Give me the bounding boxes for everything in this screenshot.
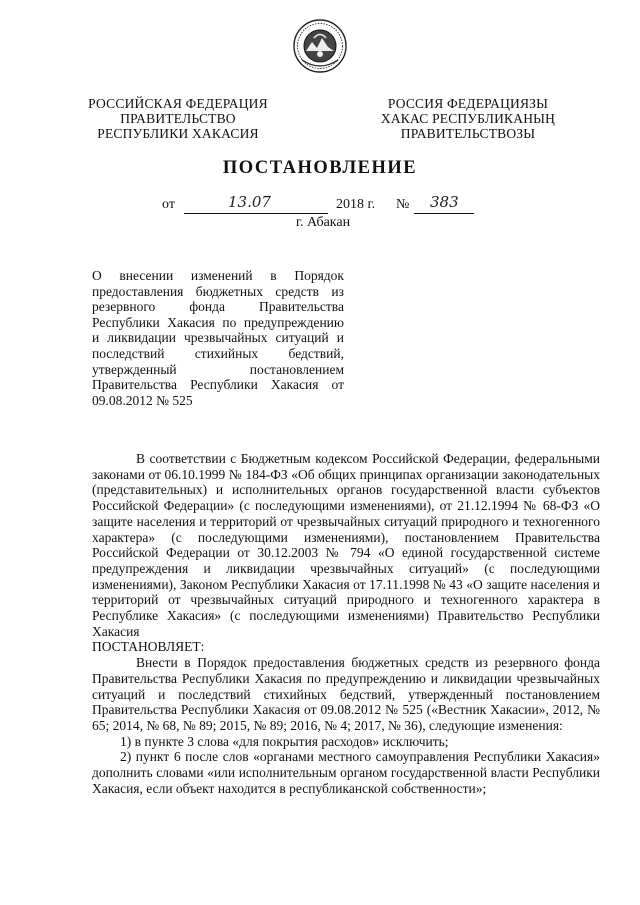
preamble-paragraph: В соответствии с Бюджетным кодексом Российской Федерации, федеральными законами от 06.10.1999 № 184-ФЗ «Об общих принципах организации законодательных (представительных) и исполнительных органов государственной власти субъектов Российской Федерации» (с последующими изменениями), от 21.12.1994 № 68-ФЗ «О защите населения и территорий от чрезвычайных ситуаций природного и техногенного характера» (с последующими изменениями), постановлением Правительства Российской Федерации от 30.12.2003 № 794 «О единой государственной системе предупреждения и ликвидации чрезвычайных ситуаций» (с последующими изменениями), Законом Республики Хакасия от 17.11.1998 № 43 «О защите населения и территорий от чрезвычайных ситуаций природного и техногенного характера в Республике Хакасия» (с последующими изменениями) Правительство Республики Хакасия xyxy=(92,451,600,639)
date-prefix: от xyxy=(162,197,175,212)
header-left-line: РОССИЙСКАЯ ФЕДЕРАЦИЯ xyxy=(88,96,268,111)
clause-paragraph: Внести в Порядок предоставления бюджетных средств из резервного фонда Правительства Республики Хакасия по предупреждению и ликвидации чрезвычайных ситуаций и последствий стихийных бедствий, утвержденный постановлением Правительства Республики Хакасия от 09.08.2012 № 525 («Вестник Хакасии», 2012, № 65; 2014, № 68, № 89; 2015, № 89; 2016, № 4; 2017, № 36), следующие изменения: xyxy=(92,655,600,733)
subject-line: предоставления бюджетных средств из xyxy=(92,283,344,299)
city: г. Абакан xyxy=(295,215,351,230)
coat-of-arms-emblem xyxy=(292,18,348,74)
subject-block xyxy=(92,268,344,408)
header-left-line: РЕСПУБЛИКИ ХАКАСИЯ xyxy=(97,126,259,141)
subject-line: 09.08.2012 № 525 xyxy=(92,392,193,408)
subject-line: О внесении изменений в Порядок xyxy=(92,268,344,283)
item-1: 1) в пункте 3 слова «для покрытия расходов» исключить; xyxy=(120,733,449,749)
subject-line: Правительства Республики Хакасия от xyxy=(92,377,344,393)
decree-word: ПОСТАНОВЛЯЕТ: xyxy=(92,639,205,655)
year-text: 2018 г. xyxy=(336,197,376,212)
header-left xyxy=(74,96,282,141)
header-right-line: РОССИЯ ФЕДЕРАЦИЯЗЫ xyxy=(387,96,549,111)
document-title: ПОСТАНОВЛЕНИЕ xyxy=(222,158,418,178)
document-body xyxy=(92,451,600,796)
header-right xyxy=(368,96,568,141)
subject-line: и ликвидации чрезвычайных ситуаций и xyxy=(92,330,344,346)
header-left-line: ПРАВИТЕЛЬСТВО xyxy=(120,111,236,126)
header-right-line: ХАКАС РЕСПУБЛИКАНЫҢ xyxy=(380,111,556,126)
number-sign: № xyxy=(396,197,410,212)
subject-line: утвержденный постановлением xyxy=(92,361,344,377)
subject-line: Республики Хакасия по предупреждению xyxy=(92,314,344,330)
number-handwritten: 383 xyxy=(430,193,459,211)
header-right-line: ПРАВИТЕЛЬСТВОЗЫ xyxy=(400,126,536,141)
date-handwritten: 13.07 xyxy=(228,193,271,211)
subject-line: резервного фонда Правительства xyxy=(92,299,344,315)
item-2: 2) пункт 6 после слов «органами местного самоуправления Республики Хакасия» дополнить словами «или исполнительным органом государственной власти Республики Хакасия, если объект находится в республиканской собственности»; xyxy=(92,749,600,796)
subject-line: последствий стихийных бедствий, xyxy=(92,345,344,361)
